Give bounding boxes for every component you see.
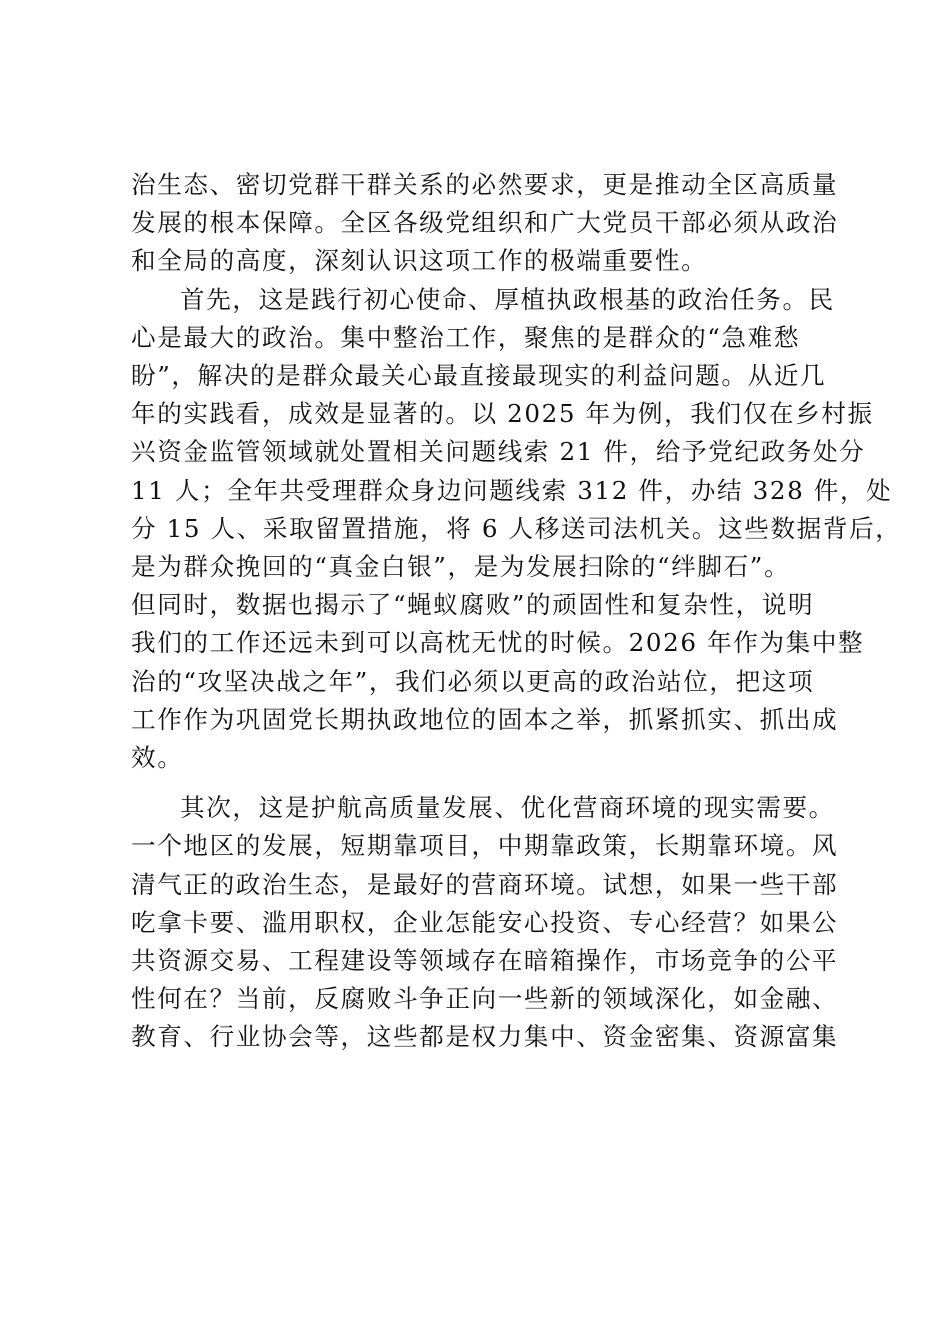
text-line: 是为群众挽回的“真金白银”，是为发展扫除的“绊脚石”。 xyxy=(131,552,791,582)
text-line: 一个地区的发展，短期靠项目，中期靠政策，长期靠环境。风 xyxy=(131,831,839,861)
text-line: 年的实践看，成效是显著的。以 2025 年为例，我们仅在乡村振 xyxy=(131,399,874,429)
text-line: 兴资金监管领域就处置相关问题线索 21 件，给予党纪政务处分 xyxy=(131,437,866,467)
text-line: 心是最大的政治。集中整治工作，聚焦的是群众的“急难愁 xyxy=(131,322,801,352)
text-line: 清气正的政治生态，是最好的营商环境。试想，如果一些干部 xyxy=(131,869,839,899)
text-line: 首先，这是践行初心使命、厚植执政根基的政治任务。民 xyxy=(180,284,835,314)
text-line: 和全局的高度，深刻认识这项工作的极端重要性。 xyxy=(131,246,708,276)
paragraph-2 xyxy=(131,281,902,778)
text-line: 教育、行业协会等，这些都是权力集中、资金密集、资源富集 xyxy=(131,1022,839,1052)
text-line: 共资源交易、工程建设等领域存在暗箱操作，市场竞争的公平 xyxy=(131,946,839,976)
text-line: 但同时，数据也揭示了“蝇蚁腐败”的顽固性和复杂性，说明 xyxy=(131,590,815,620)
paragraph-1 xyxy=(131,166,839,281)
text-line: 治生态、密切党群干群关系的必然要求，更是推动全区高质量 xyxy=(131,170,839,199)
text-line: 性何在？当前，反腐败斗争正向一些新的领域深化，如金融、 xyxy=(131,984,839,1014)
text-line: 工作作为巩固党长期执政地位的固本之举，抓紧抓实、抓出成 xyxy=(131,704,839,734)
text-line: 其次，这是护航高质量发展、优化营商环境的现实需要。 xyxy=(180,793,835,823)
text-line: 吃拿卡要、滥用职权，企业怎能安心投资、专心经营？如果公 xyxy=(131,907,839,937)
paragraph-spacing xyxy=(131,777,829,789)
text-line: 效。 xyxy=(131,743,184,773)
text-line: 分 15 人、采取留置措施，将 6 人移送司法机关。这些数据背后， xyxy=(131,513,902,543)
text-line: 11 人；全年共受理群众身边问题线索 312 件，办结 328 件，处 xyxy=(131,475,893,505)
text-line: 发展的根本保障。全区各级党组织和广大党员干部必须从政治 xyxy=(131,208,839,238)
paragraph-3 xyxy=(131,789,839,1056)
text-line: 我们的工作还远未到可以高枕无忧的时候。2026 年作为集中整 xyxy=(131,628,865,658)
document-body xyxy=(131,166,902,1057)
text-line: 盼”，解决的是群众最关心最直接最现实的利益问题。从近几 xyxy=(131,361,827,391)
text-line: 治的“攻坚决战之年”，我们必须以更高的政治站位，把这项 xyxy=(131,666,815,696)
